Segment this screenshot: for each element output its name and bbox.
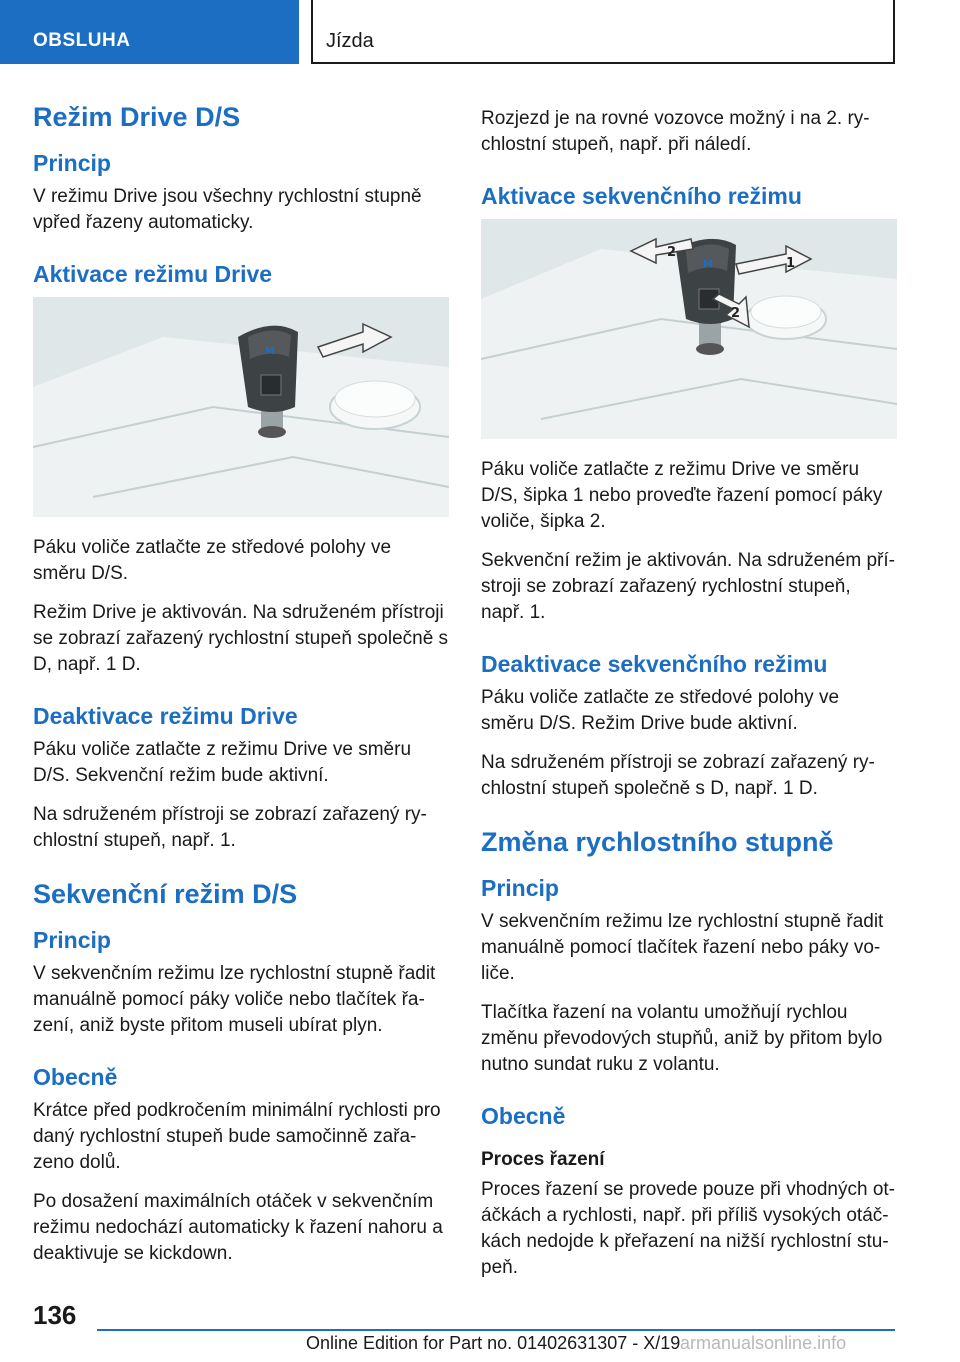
text-intro: Rozjezd je na rovné vozovce možný i na 2. ry-chlostní stupeň, např. při náledí. bbox=[481, 108, 870, 155]
heading-sequential-mode: Sekvenční režim D/S bbox=[33, 879, 298, 909]
heading-deactivate-sequential: Deaktivace sekvenčního režimu bbox=[481, 651, 828, 677]
text-deactivate-seq-1: Páku voliče zatlačte ze středové polohy ve směru D/S. Režim Drive bude aktivní. bbox=[481, 687, 840, 734]
text-activate-drive-2: Režim Drive je aktivován. Na sdruženém přístroji se zobrazí zařazený rychlostní stupeň společně s D, např. 1 D. bbox=[33, 602, 449, 675]
svg-text:M: M bbox=[703, 259, 713, 270]
gear-selector-illustration-drive bbox=[33, 297, 449, 517]
text-activate-seq-1: Páku voliče zatlačte z režimu Drive ve směru D/S, šipka 1 nebo proveďte řazení pomocí páky voliče, šipka 2. bbox=[481, 459, 883, 532]
text-gear-princip-2: Tlačítka řazení na volantu umožňují rychlou změnu převodových stupňů, aniž by přitom bylo nutno sundat ruku z volantu. bbox=[481, 1002, 883, 1075]
svg-text:M: M bbox=[265, 346, 275, 357]
heading-shift-process: Proces řazení bbox=[481, 1149, 605, 1170]
heading-activate-drive: Aktivace režimu Drive bbox=[33, 261, 273, 287]
heading-gear-princip: Princip bbox=[481, 875, 559, 901]
footer-watermark: armanualsonline.info bbox=[680, 1333, 847, 1353]
heading-deactivate-drive: Deaktivace režimu Drive bbox=[33, 703, 298, 729]
footer-edition: Online Edition for Part no. 01402631307 - X/19 bbox=[306, 1333, 681, 1353]
text-gear-princip-1: V sekvenčním režimu lze rychlostní stupně řadit manuálně pomocí tlačítek řazení nebo páky vo-liče. bbox=[481, 911, 884, 984]
text-seq-princip: V sekvenčním režimu lze rychlostní stupně řadit manuálně pomocí páky voliče nebo tlačítek řa-zení, aniž byste přitom museli ubírat plyn. bbox=[33, 963, 436, 1036]
heading-general: Obecně bbox=[33, 1064, 118, 1090]
heading-seq-princip: Princip bbox=[33, 927, 111, 953]
footer-divider bbox=[97, 1329, 895, 1331]
left-column bbox=[33, 100, 449, 1280]
heading-princip: Princip bbox=[33, 150, 111, 176]
text-general-1: Krátce před podkročením minimální rychlosti pro daný rychlostní stupeň bude samočinně zařa-zeno dolů. bbox=[33, 1100, 441, 1173]
fig-label-1: 1 bbox=[786, 256, 796, 271]
text-deactivate-drive-2: Na sdruženém přístroji se zobrazí zařazený ry-chlostní stupeň, např. 1. bbox=[33, 804, 427, 851]
heading-activate-sequential: Aktivace sekvenčního režimu bbox=[481, 183, 802, 209]
section-tab: OBSLUHA bbox=[0, 0, 299, 64]
heading-gear-general: Obecně bbox=[481, 1103, 566, 1129]
text-deactivate-drive-1: Páku voliče zatlačte z režimu Drive ve směru D/S. Sekvenční režim bude aktivní. bbox=[33, 739, 412, 786]
page-number: 136 bbox=[33, 1300, 77, 1330]
text-princip: V režimu Drive jsou všechny rychlostní stupně vpřed řazeny automaticky. bbox=[33, 186, 422, 233]
heading-gear-change: Změna rychlostního stupně bbox=[481, 827, 834, 857]
fig-label-2-bottom: 2 bbox=[731, 306, 741, 321]
text-shift-process: Proces řazení se provede pouze při vhodných ot-áčkách a rychlosti, např. při příliš vysokých otáč-kách nedojde k přeřazení na nižší rychlostní stu-peň. bbox=[481, 1179, 896, 1278]
text-deactivate-seq-2: Na sdruženém přístroji se zobrazí zařazený ry-chlostní stupeň společně s D, např. 1 D. bbox=[481, 752, 875, 799]
text-general-2: Po dosažení maximálních otáček v sekvenčním režimu nedochází automaticky k řazení nahoru a deaktivuje se kickdown. bbox=[33, 1191, 443, 1264]
gear-selector-illustration-sequential bbox=[481, 219, 897, 439]
chapter-title: Jízda bbox=[311, 0, 895, 64]
text-activate-drive-1: Páku voliče zatlačte ze středové polohy ve směru D/S. bbox=[33, 537, 392, 584]
heading-drive-mode: Režim Drive D/S bbox=[33, 102, 241, 132]
fig-label-2-top: 2 bbox=[667, 245, 677, 260]
text-activate-seq-2: Sekvenční režim je aktivován. Na sdruženém pří-stroji se zobrazí zařazený rychlostní stupeň, např. 1. bbox=[481, 550, 895, 623]
right-column bbox=[481, 106, 897, 1294]
